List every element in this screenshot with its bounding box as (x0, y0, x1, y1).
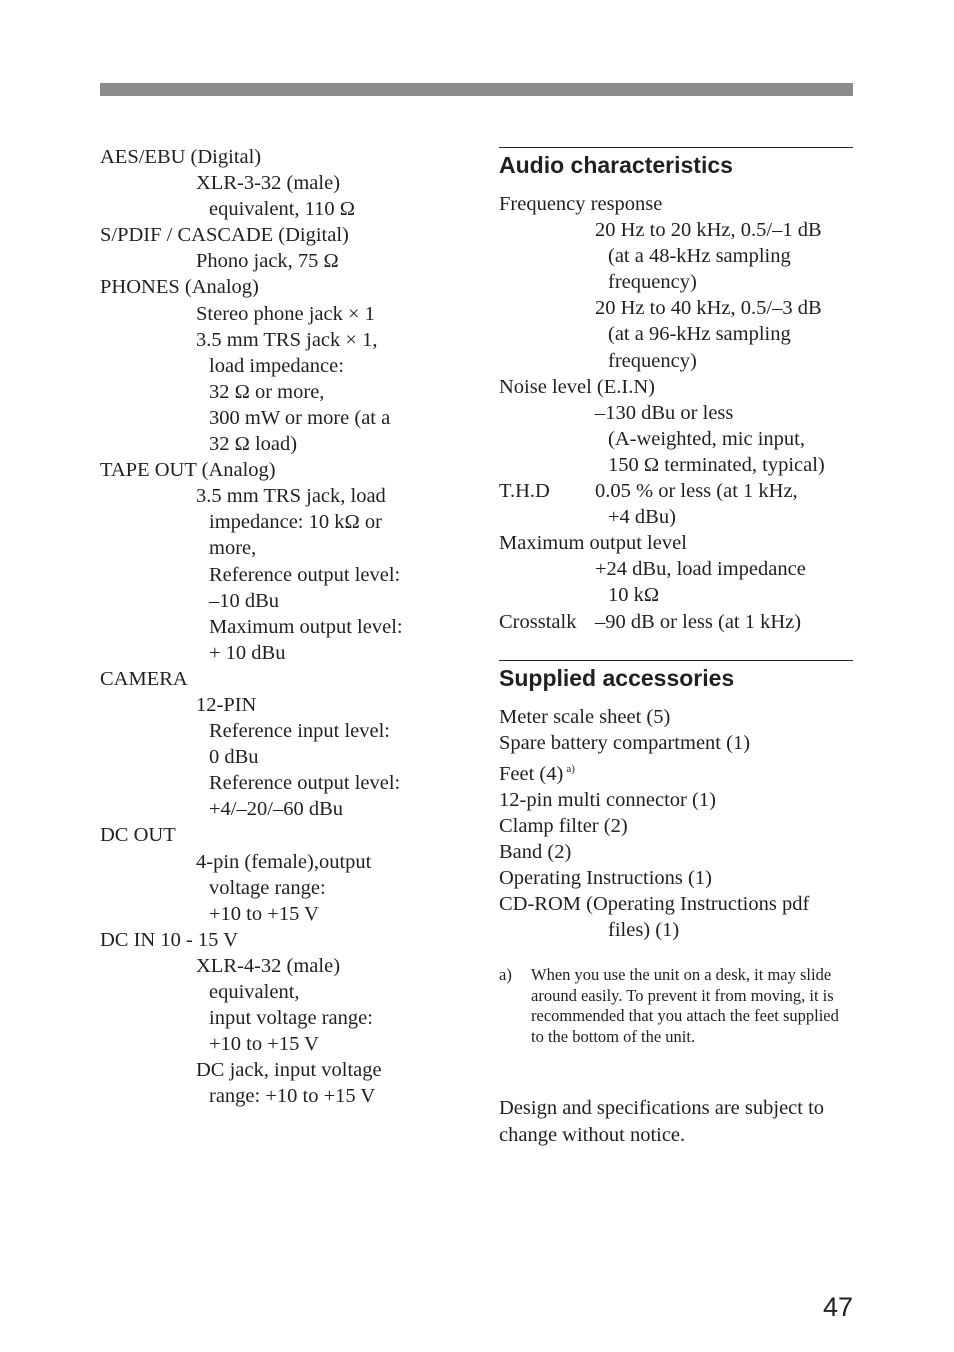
maximum-output-level-values (499, 556, 853, 608)
spec-line: +4/–20/–60 dBu (209, 798, 344, 821)
spec-line: Maximum output level: (209, 615, 403, 638)
frequency-response-value-line: 20 Hz to 40 kHz, 0.5/–3 dB (595, 297, 822, 320)
crosstalk-row (499, 609, 853, 635)
accessory-item-feet-label: Feet (4) (499, 762, 564, 785)
spec-line: Reference output level: (209, 563, 401, 586)
spec-line: S/PDIF / CASCADE (Digital) (100, 224, 349, 247)
spec-line: 300 mW or more (at a (209, 406, 391, 429)
accessory-item-feet (499, 756, 853, 787)
frequency-response-value-line: frequency) (608, 271, 697, 294)
frequency-response-value-line: (at a 48-kHz sampling (608, 245, 791, 268)
supplied-accessories-heading: Supplied accessories (499, 664, 735, 691)
frequency-response-value-line: frequency) (608, 349, 697, 372)
frequency-response-value-line: (at a 96-kHz sampling (608, 323, 791, 346)
spec-line: DC IN 10 - 15 V (100, 928, 238, 951)
spec-line: 4-pin (female),output (196, 850, 372, 873)
spec-line: Stereo phone jack × 1 (196, 302, 375, 325)
footnote (499, 965, 853, 1047)
spec-line: Reference input level: (209, 720, 390, 743)
spec-line: +10 to +15 V (209, 1033, 319, 1056)
footnote-reference: a) (566, 762, 575, 775)
spec-line: 3.5 mm TRS jack, load (196, 485, 386, 508)
spec-line: CAMERA (100, 667, 188, 690)
maximum-output-level-label: Maximum output level (499, 532, 687, 555)
thd-value: 0.05 % or less (at 1 kHz, (595, 480, 798, 503)
spec-line: –10 dBu (209, 589, 280, 612)
right-spec-column (499, 147, 853, 1148)
accessory-item-multi-connector: 12-pin multi connector (1) (499, 788, 716, 811)
spec-line: Reference output level: (209, 772, 401, 795)
spec-line: more, (209, 537, 257, 560)
spec-line: impedance: 10 kΩ or (209, 511, 382, 534)
accessory-item-cd-rom-continued: files) (1) (608, 919, 680, 942)
page-number: 47 (822, 1292, 853, 1322)
spec-line: DC jack, input voltage (196, 1059, 382, 1082)
left-spec-column (100, 144, 440, 1109)
maximum-output-level-value-line: 10 kΩ (608, 584, 660, 607)
spec-line: +10 to +15 V (209, 902, 319, 925)
frequency-response-label: Frequency response (499, 193, 663, 215)
spec-line: Phono jack, 75 Ω (196, 250, 339, 273)
noise-level-value-line: (A-weighted, mic input, (608, 427, 805, 450)
spec-line: load impedance: (209, 354, 344, 377)
spec-line: range: +10 to +15 V (209, 1085, 376, 1108)
spec-line: input voltage range: (209, 1007, 373, 1030)
crosstalk-label: Crosstalk (499, 610, 577, 633)
spec-line: voltage range: (209, 876, 326, 899)
accessory-item-meter-scale-sheet: Meter scale sheet (5) (499, 705, 671, 728)
spec-line: 32 Ω or more, (209, 380, 325, 403)
footnote-text: When you use the unit on a desk, it may slide around easily. To prevent it from moving, it is recommended that you attach the feet supplied to the bottom of the unit. (531, 965, 839, 1046)
noise-level-values (499, 400, 853, 478)
spec-line: PHONES (Analog) (100, 276, 259, 299)
noise-level-label: Noise level (E.I.N) (499, 375, 655, 398)
spec-line: 0 dBu (209, 746, 259, 769)
spec-line: 12-PIN (196, 693, 257, 716)
crosstalk-value: –90 dB or less (at 1 kHz) (595, 610, 802, 633)
accessory-item-clamp-filter: Clamp filter (2) (499, 814, 628, 837)
accessory-item-operating-instructions: Operating Instructions (1) (499, 867, 712, 890)
spec-line: equivalent, (209, 981, 300, 1003)
thd-row (499, 478, 853, 504)
spec-line: TAPE OUT (Analog) (100, 459, 276, 482)
thd-value-continued: +4 dBu) (608, 506, 676, 529)
spec-line: + 10 dBu (209, 641, 286, 664)
header-bar (100, 83, 853, 96)
frequency-response-value-line: 20 Hz to 20 kHz, 0.5/–1 dB (595, 219, 822, 242)
spec-line: XLR-4-32 (male) (196, 954, 341, 977)
audio-characteristics-heading: Audio characteristics (499, 152, 733, 178)
frequency-response-values (499, 217, 853, 374)
noise-level-value-line: 150 Ω terminated, typical) (608, 453, 825, 476)
footnote-mark: a) (499, 965, 512, 985)
spec-line: XLR-3-32 (male) (196, 172, 341, 195)
spec-line: 32 Ω load) (209, 433, 298, 456)
spec-line: 3.5 mm TRS jack × 1, (196, 328, 378, 351)
accessory-item-band: Band (2) (499, 841, 572, 864)
maximum-output-level-value-line: +24 dBu, load impedance (595, 558, 806, 581)
spec-line: AES/EBU (Digital) (100, 146, 262, 168)
specifications-notice: Design and specifications are subject to change without notice. (499, 1097, 825, 1146)
thd-label: T.H.D (499, 480, 550, 503)
accessory-item-battery-compartment: Spare battery compartment (1) (499, 731, 751, 754)
noise-level-value-line: –130 dBu or less (595, 401, 734, 424)
spec-line: DC OUT (100, 824, 176, 847)
accessory-item-cd-rom: CD-ROM (Operating Instructions pdf (499, 893, 810, 916)
spec-line: equivalent, 110 Ω (209, 198, 355, 221)
